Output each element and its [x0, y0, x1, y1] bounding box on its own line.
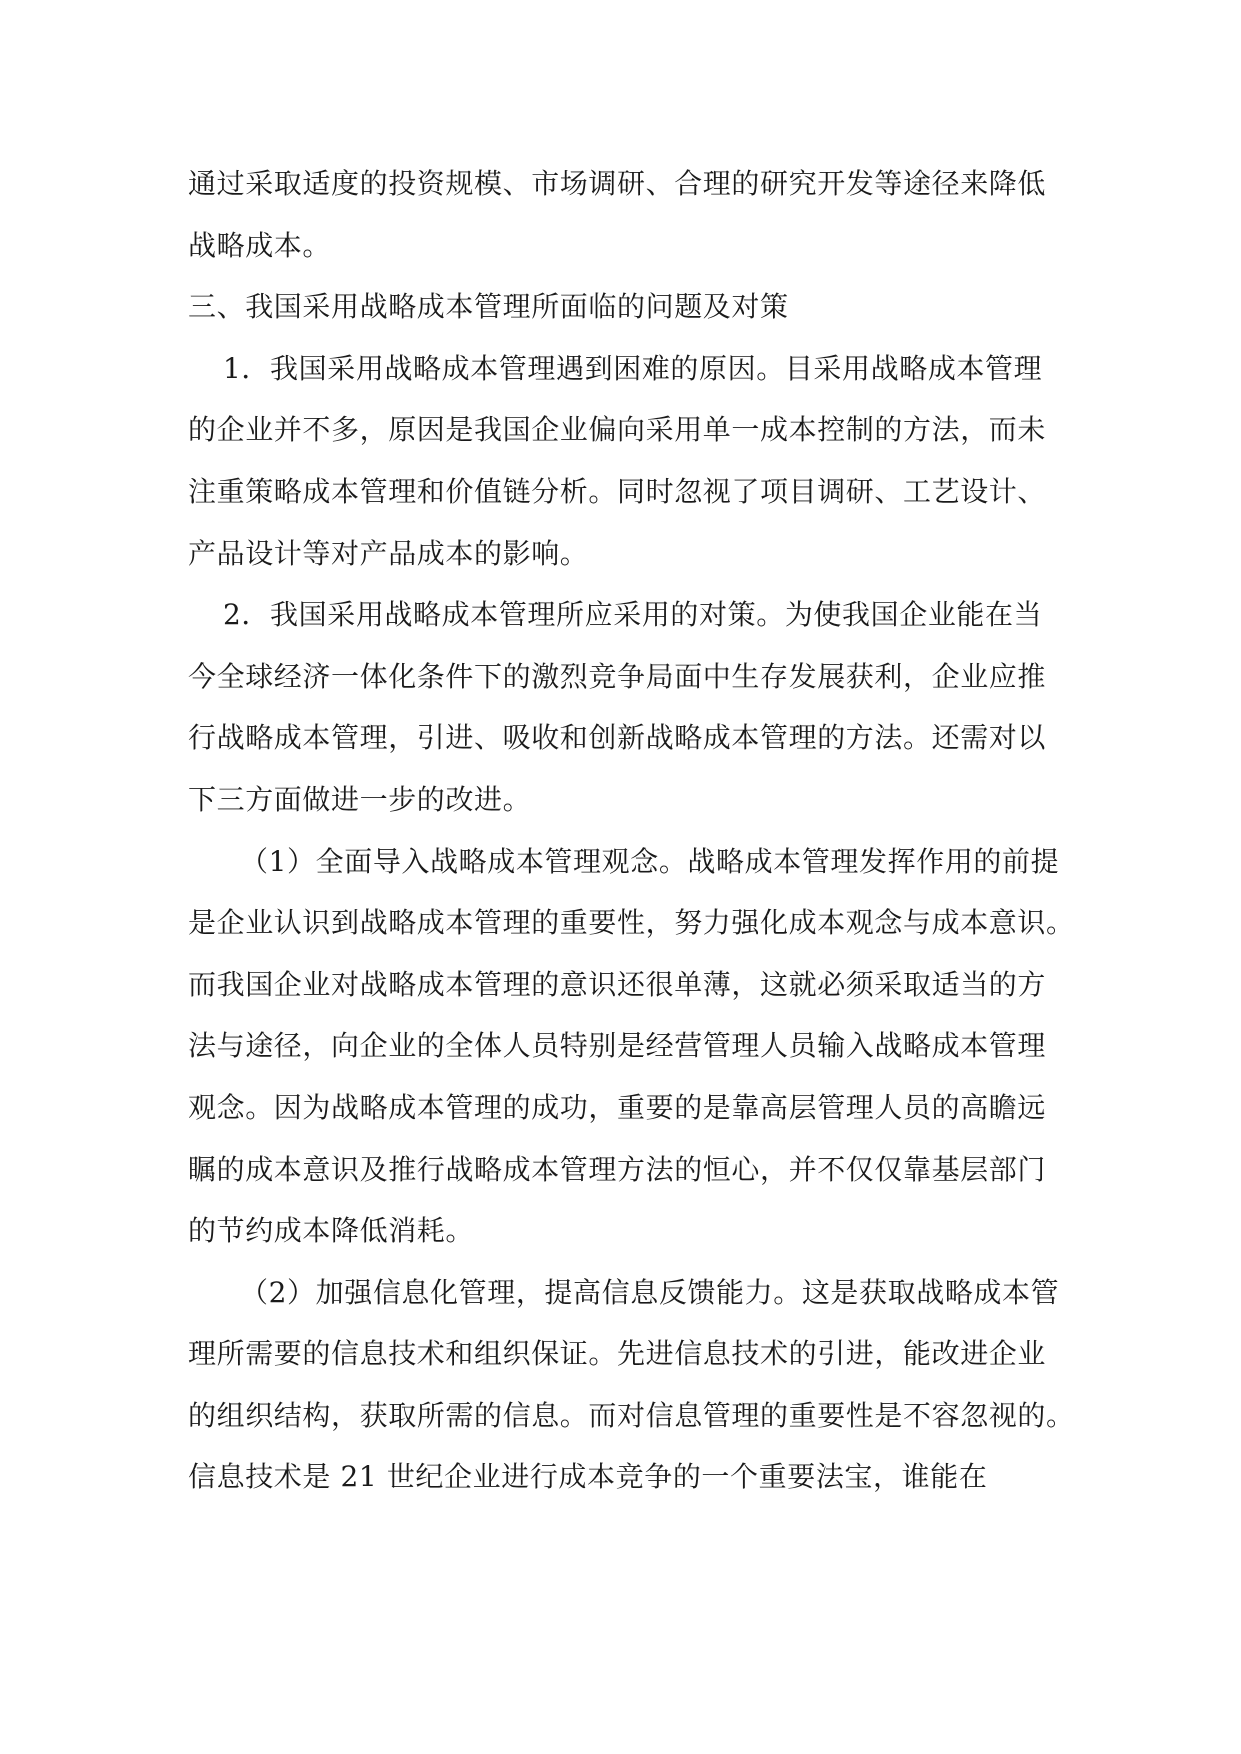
text-line: 理所需要的信息技术和组织保证。先进信息技术的引进，能改进企业 [188, 1337, 1047, 1371]
text-line: 下三方面做进一步的改进。 [188, 782, 532, 816]
text-line: 注重策略成本管理和价值链分析。同时忽视了项目调研、工艺设计、 [188, 474, 1047, 508]
text-line: 今全球经济一体化条件下的激烈竞争局面中生存发展获利，企业应推 [188, 659, 1047, 693]
text-line: 产品设计等对产品成本的影响。 [188, 536, 589, 570]
text-line: （2）加强信息化管理，提高信息反馈能力。这是获取战略成本管 [240, 1275, 1060, 1309]
text-line: 1．我国采用战略成本管理遇到困难的原因。目采用战略成本管理 [223, 351, 1043, 385]
document-body [188, 153, 1075, 1508]
text-line: 行战略成本管理，引进、吸收和创新战略成本管理的方法。还需对以 [188, 721, 1047, 755]
text-line: 瞩的成本意识及推行战略成本管理方法的恒心，并不仅仅靠基层部门 [188, 1152, 1047, 1186]
text-line: 而我国企业对战略成本管理的意识还很单薄，这就必须采取适当的方 [188, 967, 1047, 1001]
text-line: 法与途径，向企业的全体人员特别是经营管理人员输入战略成本管理 [188, 1029, 1047, 1063]
text-line: 通过采取适度的投资规模、市场调研、合理的研究开发等途径来降低 [188, 167, 1047, 200]
text-line: 是企业认识到战略成本管理的重要性，努力强化成本观念与成本意识。 [188, 906, 1075, 940]
section-heading: 三、我国采用战略成本管理所面临的问题及对策 [188, 290, 789, 324]
text-line: 的企业并不多，原因是我国企业偏向采用单一成本控制的方法，而未 [188, 413, 1047, 447]
text-line: （1）全面导入战略成本管理观念。战略成本管理发挥作用的前提 [240, 844, 1060, 878]
text-line: 的节约成本降低消耗。 [188, 1214, 475, 1248]
text-line: 观念。因为战略成本管理的成功，重要的是靠高层管理人员的高瞻远 [188, 1090, 1047, 1124]
text-line: 2．我国采用战略成本管理所应采用的对策。为使我国企业能在当 [223, 598, 1043, 632]
text-line: 的组织结构，获取所需的信息。而对信息管理的重要性是不容忽视的。 [188, 1398, 1075, 1432]
text-line: 战略成本。 [188, 228, 332, 262]
text-line: 信息技术是 21 世纪企业进行成本竞争的一个重要法宝，谁能在 [188, 1460, 988, 1494]
